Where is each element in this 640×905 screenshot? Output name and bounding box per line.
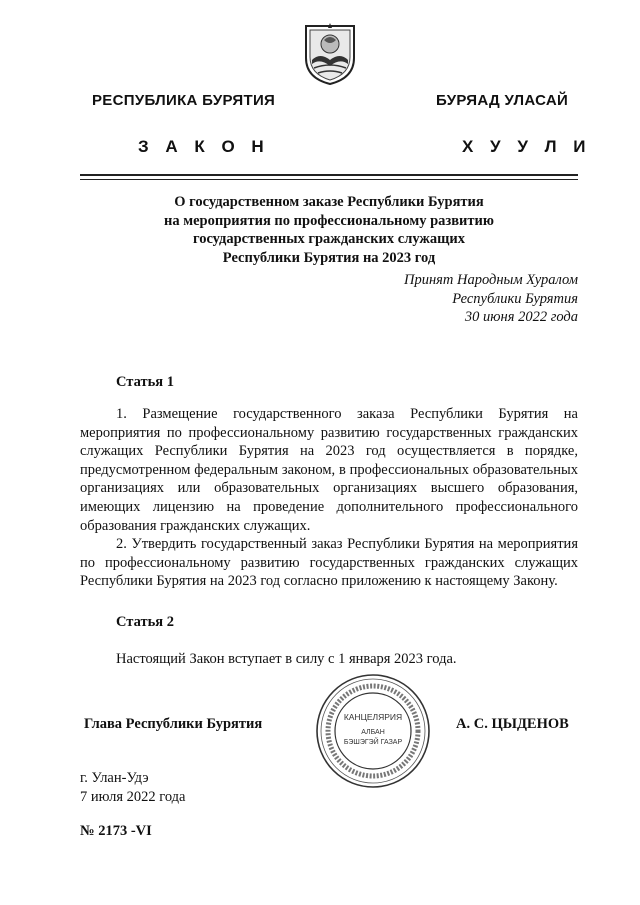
law-title-line: государственных гражданских служащих <box>192 231 466 247</box>
doc-kind-left: З А К О Н <box>138 137 270 156</box>
adoption-note-line: Принят Народным Хуралом <box>403 272 578 288</box>
adoption-note <box>330 271 578 327</box>
law-number: № 2173 -VI <box>80 823 152 839</box>
law-title-line: Республики Бурятия на 2023 год <box>222 249 436 266</box>
article-1-heading: Статья 1 <box>116 374 174 390</box>
header-divider-thick <box>80 174 578 176</box>
stamp-text-1: КАНЦЕЛЯРИЯ <box>343 712 403 722</box>
article-1-paragraph-2: 2. Утвердить государственный заказ Республики Бурятия на мероприятия по профессиональному развитию государственных гражданских служащих Республики Бурятия на 2023 год согласно приложению к настоящему Закону. <box>80 536 578 590</box>
law-title-line: О государственном заказе Республики Бурятия <box>174 194 484 210</box>
article-1-paragraph-1: 1. Размещение государственного заказа Республики Бурятия на мероприятия по профессиональному развитию государственных гражданских служащих Республики Бурятия на 2023 год осуществляется в порядке, предусмотренном федеральным законом, в профессиональных образовательных организациях или образовательных организациях высшего образования, имеющих лицензию на проведение дополнительного профессионального образования гражданских служащих. <box>80 406 578 534</box>
adoption-note-line: Республики Бурятия <box>452 290 578 307</box>
header-right-republic: БУРЯАД УЛАСАЙ <box>436 92 569 109</box>
place-and-date <box>80 769 186 807</box>
adoption-note-line: 30 июня 2022 года <box>464 309 578 325</box>
official-stamp <box>314 672 432 790</box>
place-date: 7 июля 2022 года <box>80 789 186 805</box>
law-title-line: на мероприятия по профессиональному развитию <box>164 212 494 229</box>
coat-of-arms-emblem <box>302 20 358 86</box>
stamp-text-2: АЛБАН <box>361 729 385 736</box>
article-2-heading: Статья 2 <box>116 614 174 630</box>
law-title <box>80 193 578 267</box>
signatory-position: Глава Республики Бурятия <box>84 716 263 732</box>
signatory-name: А. С. ЦЫДЕНОВ <box>456 716 569 732</box>
header-divider-thin <box>80 179 578 180</box>
place-city: г. Улан-Удэ <box>80 770 149 786</box>
doc-kind-right: Х У У Л И <box>462 137 592 156</box>
header-left-republic: РЕСПУБЛИКА БУРЯТИЯ <box>92 92 276 109</box>
stamp-text-3: БЭШЭГЭЙ ГАЗАР <box>343 739 403 746</box>
article-2-paragraph-1: Настоящий Закон вступает в силу с 1 января 2023 года. <box>116 651 457 667</box>
